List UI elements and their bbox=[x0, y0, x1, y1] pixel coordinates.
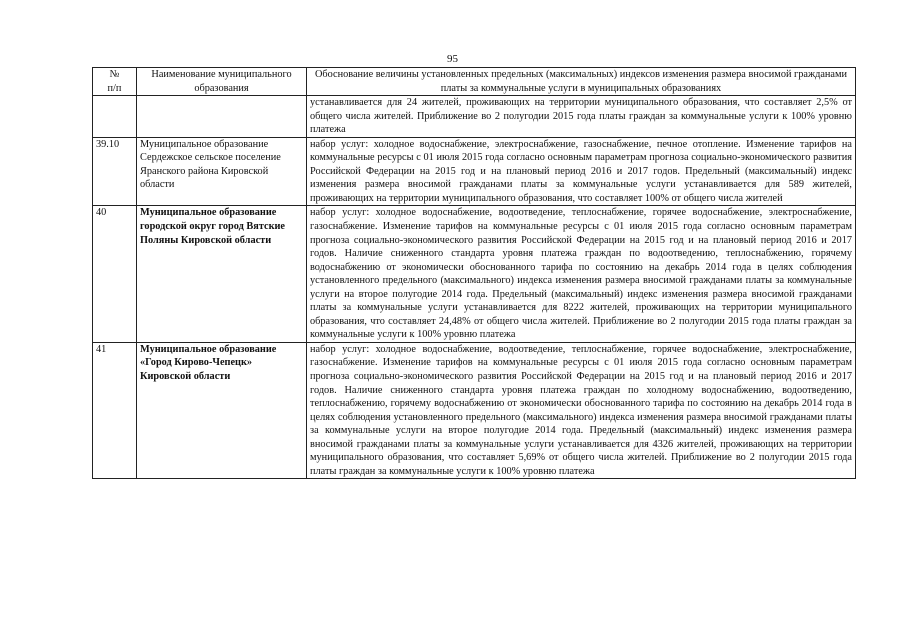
header-name: Наименование муниципального образования bbox=[137, 68, 307, 96]
page-number: 95 bbox=[447, 53, 458, 65]
municipal-index-table bbox=[92, 67, 856, 479]
row-justification: устанавливается для 24 жителей, проживающих на территории муниципального образования, что составляет 2,5% от общего числа жителей. Приближение во 2 полугодии 2015 года платы граждан за коммунальные услуги к 100% уровню платежа bbox=[307, 96, 856, 138]
table-row bbox=[93, 137, 856, 206]
row-num: 40 bbox=[93, 206, 137, 342]
row-num: 41 bbox=[93, 342, 137, 478]
row-justification: набор услуг: холодное водоснабжение, водоотведение, теплоснабжение, горячее водоснабжение, электроснабжение, газоснабжение. Изменение тарифов на коммунальные ресурсы с 01 июля 2015 года согласно основным параметрам прогноза социально-экономического развития Российской Федерации на 2015 год и на плановый период 2016 и 2017 годов. Наличие сниженного стандарта уровня платежа граждан по водоотведению, теплоснабжению, горячему водоснабжению от экономически обоснованного тарифа по состоянию на декабрь 2014 года в целях соблюдения установленного предельного (максимального) индекса изменения размера вносимой гражданами платы за коммунальные услуги на второе полугодие 2014 года. Предельный (максимальный) индекс изменения размера вносимой гражданами платы за коммунальные услуги устанавливается для 8222 жителей, проживающих на территории муниципального образования, что составляет 24,48% от общего числа жителей. Приближение во 2 полугодии 2015 года платы граждан за коммунальные услуги к 100% уровню платежа bbox=[307, 206, 856, 342]
table-row bbox=[93, 206, 856, 342]
header-justification: Обоснование величины установленных предельных (максимальных) индексов изменения размера вносимой гражданами платы за коммунальные услуги в муниципальных образованиях bbox=[307, 68, 856, 96]
header-num: № п/п bbox=[93, 68, 137, 96]
row-num: 39.10 bbox=[93, 137, 137, 206]
row-municipality: Муниципальное образование «Город Кирово-Чепецк» Кировской области bbox=[137, 342, 307, 478]
table-row bbox=[93, 342, 856, 478]
row-justification: набор услуг: холодное водоснабжение, электроснабжение, газоснабжение, печное отопление. Изменение тарифов на коммунальные ресурсы с 01 июля 2015 года согласно основным параметрам прогноза социально-экономического развития Российской Федерации на 2015 год и на плановый период 2016 и 2017 годов. Предельный (максимальный) индекс изменения размера вносимой гражданами платы за коммунальные услуги устанавливается для 589 жителей, проживающих на территории муниципального образования, что составляет 100% от общего числа жителей bbox=[307, 137, 856, 206]
row-municipality bbox=[137, 96, 307, 138]
row-justification: набор услуг: холодное водоснабжение, водоотведение, теплоснабжение, горячее водоснабжение, электроснабжение, газоснабжение. Изменение тарифов на коммунальные ресурсы с 01 июля 2015 года согласно основным параметрам прогноза социально-экономического развития Российской Федерации на 2015 год и на плановый период 2016 и 2017 годов. Наличие сниженного стандарта уровня платежа граждан по холодному водоснабжению, водоотведению, теплоснабжению, горячему водоснабжению от экономически обоснованного тарифа по состоянию на декабрь 2014 года в целях соблюдения установленного предельного (максимального) индекса изменения размера вносимой гражданами платы за коммунальные услуги на второе полугодие 2014 года. Предельный (максимальный) индекс изменения размера вносимой гражданами платы за коммунальные услуги устанавливается для 4326 жителей, проживающих на территории муниципального образования, что составляет 5,69% от общего числа жителей. Приближение во 2 полугодии 2015 года платы граждан за коммунальные услуги к 100% уровню платежа bbox=[307, 342, 856, 478]
row-municipality: Муниципальное образование городской округ город Вятские Поляны Кировской области bbox=[137, 206, 307, 342]
row-municipality: Муниципальное образование Сердежское сельское поселение Яранского района Кировской области bbox=[137, 137, 307, 206]
table-row bbox=[93, 96, 856, 138]
table-header-row bbox=[93, 68, 856, 96]
row-num bbox=[93, 96, 137, 138]
